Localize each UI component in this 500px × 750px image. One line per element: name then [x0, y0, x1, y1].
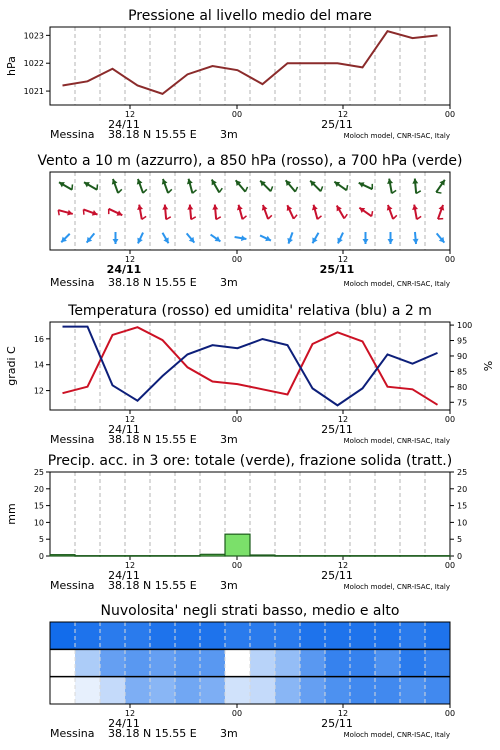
arrow-barb: [219, 188, 222, 192]
time-tick-label: 00: [444, 110, 456, 119]
arrow-barb: [295, 187, 297, 192]
cloud-cell: [50, 649, 75, 676]
wind-arrow: [387, 179, 396, 194]
y-tick-label: 0: [38, 552, 44, 561]
precip-bar: [250, 555, 275, 556]
y-tick-label: 1023: [23, 31, 44, 41]
chart-title: Precip. acc. in 3 ore: totale (verde), frazione solida (tratt.): [47, 453, 453, 469]
wind-arrow: [388, 232, 394, 244]
location-name: Messina: [50, 128, 95, 141]
y-tick-label: 14: [33, 360, 44, 370]
y-axis-label: %: [482, 360, 495, 372]
wind-arrow: [137, 179, 147, 193]
time-tick-label: 00: [444, 255, 456, 264]
y-axis-label: hPa: [5, 56, 18, 76]
cloud-cell: [75, 649, 100, 676]
cloud-cell: [275, 677, 300, 704]
cloud-cell: [375, 649, 400, 676]
cloud-cell: [350, 622, 375, 649]
arrow-barb: [143, 189, 147, 193]
wind-arrow: [187, 179, 197, 193]
cloud-cell: [50, 677, 75, 704]
wind-arrow: [287, 232, 293, 243]
precip-bar: [225, 534, 250, 556]
cloud-cell: [225, 677, 250, 704]
wind-arrow: [58, 210, 72, 216]
location-elevation: 3m: [220, 579, 238, 592]
date-label: 24/11: [108, 717, 140, 730]
location-elevation: 3m: [220, 128, 238, 141]
cloud-cell: [375, 677, 400, 704]
cloud-cell: [425, 622, 450, 649]
location-name: Messina: [50, 433, 95, 446]
wind-arrow: [412, 179, 420, 194]
precip-bar: [400, 556, 425, 557]
y-tick-label: 5: [457, 535, 463, 545]
precip-bar: [300, 556, 325, 557]
arrow-barb: [436, 192, 441, 193]
wind-arrow: [337, 206, 348, 219]
date-label: 25/11: [321, 717, 353, 730]
arrow-head: [388, 239, 394, 244]
wind-arrow: [87, 233, 95, 242]
chart-title: Vento a 10 m (azzurro), a 850 hPa (rosso), a 700 hPa (verde): [37, 153, 463, 169]
y-tick-label: 15: [33, 501, 44, 511]
cloud-cell: [250, 649, 275, 676]
y-tick-label: 25: [33, 468, 44, 477]
location-name: Messina: [50, 579, 95, 592]
cloud-cell: [225, 649, 250, 676]
model-credit: Moloch model, CNR-ISAC, Italy: [343, 280, 450, 288]
precip-bar: [75, 556, 100, 557]
cloud-cell: [175, 622, 200, 649]
y-tick-label: 95: [457, 336, 468, 346]
cloud-cell: [125, 622, 150, 649]
arrow-barb: [393, 215, 397, 219]
wind-arrow: [412, 205, 421, 220]
arrow-barb: [344, 214, 347, 218]
arrow-barb: [317, 216, 321, 219]
time-tick-label: 12: [337, 255, 349, 264]
time-tick-label: 12: [124, 415, 136, 424]
arrow-head: [187, 205, 193, 210]
model-credit: Moloch model, CNR-ISAC, Italy: [343, 731, 450, 739]
wind-arrow: [211, 235, 221, 242]
arrow-head: [363, 239, 369, 244]
pressure-chart: [5, 27, 455, 141]
cloud-cell: [100, 622, 125, 649]
y-tick-label: 80: [457, 382, 468, 392]
y-tick-label: 75: [457, 398, 468, 408]
cloud-cell: [300, 622, 325, 649]
y-tick-label: 100: [457, 321, 473, 331]
wind-arrow: [260, 181, 272, 192]
cloud-cover-chart: [50, 622, 455, 740]
y-tick-label: 5: [38, 535, 44, 545]
wind-arrow: [262, 205, 272, 219]
arrow-head: [212, 205, 218, 210]
date-label: 24/11: [108, 423, 140, 436]
location-coords: 38.18 N 15.55 E: [108, 727, 197, 740]
precipitation-chart: [5, 468, 467, 592]
cloud-cell: [325, 677, 350, 704]
time-tick-label: 12: [337, 110, 349, 119]
cloud-cell: [400, 649, 425, 676]
wind-arrow: [310, 181, 322, 192]
wind-arrow: [187, 233, 195, 242]
date-label: 25/11: [321, 569, 353, 582]
arrow-barb: [294, 215, 297, 219]
date-label: 24/11: [108, 569, 140, 582]
time-tick-label: 12: [124, 561, 136, 570]
y-tick-label: 10: [457, 518, 468, 528]
precip-bar: [375, 556, 400, 557]
wind-arrow: [436, 180, 445, 193]
wind-arrow: [387, 205, 397, 219]
arrow-barb: [372, 211, 373, 216]
arrow-barb: [168, 189, 172, 193]
wind-arrow: [109, 209, 123, 216]
cloud-cell: [175, 649, 200, 676]
precip-bar: [125, 556, 150, 557]
cloud-cell: [400, 622, 425, 649]
temperature-humidity-chart: [5, 321, 495, 446]
cloud-cell: [225, 622, 250, 649]
cloud-cell: [200, 649, 225, 676]
cloud-cell: [75, 622, 100, 649]
precip-bar: [50, 555, 75, 556]
cloud-cell: [425, 649, 450, 676]
model-credit: Moloch model, CNR-ISAC, Italy: [343, 437, 450, 445]
precip-bar: [175, 556, 200, 557]
precip-bar: [350, 556, 375, 557]
wind-arrow: [187, 205, 195, 220]
arrow-head: [113, 239, 119, 244]
arrow-head: [413, 239, 419, 244]
cloud-cell: [425, 677, 450, 704]
arrow-barb: [321, 186, 323, 191]
wind-arrow: [413, 232, 419, 244]
wind-arrow: [286, 180, 298, 191]
time-tick-label: 12: [337, 709, 349, 718]
time-tick-label: 12: [337, 561, 349, 570]
y-tick-label: 1021: [23, 87, 44, 97]
wind-arrow: [61, 234, 69, 242]
location-coords: 38.18 N 15.55 E: [108, 276, 197, 289]
precip-bar: [275, 556, 300, 557]
date-label: 24/11: [108, 118, 140, 131]
y-tick-label: 1022: [23, 59, 44, 69]
location-elevation: 3m: [220, 727, 238, 740]
arrow-barb: [192, 190, 196, 193]
y-tick-label: 15: [457, 501, 468, 511]
cloud-cell: [150, 677, 175, 704]
wind-arrow: [437, 233, 445, 242]
chart-title: Temperatura (rosso) ed umidita' relativa (blu) a 2 m: [68, 303, 432, 319]
location-elevation: 3m: [220, 433, 238, 446]
wind-arrow: [236, 180, 248, 191]
chart-title: Nuvolosita' negli strati basso, medio e alto: [100, 603, 400, 619]
cloud-cell: [100, 649, 125, 676]
cloud-cell: [250, 622, 275, 649]
time-tick-label: 12: [337, 415, 349, 424]
wind-arrow: [260, 235, 271, 241]
wind-arrow: [162, 205, 170, 220]
y-axis-label: mm: [5, 503, 18, 525]
wind-arrow: [212, 180, 223, 193]
y-tick-label: 12: [33, 386, 44, 396]
model-credit: Moloch model, CNR-ISAC, Italy: [343, 583, 450, 591]
cloud-cell: [75, 677, 100, 704]
cloud-cell: [100, 677, 125, 704]
model-credit: Moloch model, CNR-ISAC, Italy: [343, 132, 450, 140]
y-tick-label: 20: [33, 484, 44, 494]
cloud-cell: [350, 649, 375, 676]
time-tick-label: 00: [444, 561, 456, 570]
arrow-barb: [271, 186, 273, 191]
wind-arrow: [363, 232, 369, 244]
wind-arrow: [235, 235, 247, 241]
wind-arrow: [59, 182, 72, 190]
wind-arrow: [334, 182, 347, 191]
wind-arrow: [337, 233, 343, 244]
cloud-cell: [350, 677, 375, 704]
y-tick-label: 20: [457, 484, 468, 494]
time-tick-label: 12: [124, 709, 136, 718]
arrow-head: [162, 205, 168, 210]
cloud-cell: [150, 649, 175, 676]
cloud-cell: [250, 677, 275, 704]
cloud-cell: [150, 622, 175, 649]
arrow-barb: [58, 210, 59, 215]
cloud-cell: [325, 649, 350, 676]
y-tick-label: 0: [457, 552, 463, 561]
wind-arrow: [83, 209, 97, 215]
cloud-cell: [300, 649, 325, 676]
cloud-cell: [125, 649, 150, 676]
cloud-cell: [300, 677, 325, 704]
wind-chart: [50, 172, 455, 289]
wind-arrow: [112, 179, 122, 193]
y-axis-label: gradi C: [5, 346, 18, 386]
time-tick-label: 00: [231, 110, 243, 119]
arrow-barb: [347, 185, 348, 190]
wind-arrow: [163, 233, 169, 243]
cloud-cell: [275, 622, 300, 649]
cloud-cell: [125, 677, 150, 704]
wind-arrow: [312, 233, 318, 243]
cloud-cell: [400, 677, 425, 704]
wind-arrow: [212, 205, 220, 220]
date-label: 25/11: [321, 118, 353, 131]
date-label: 25/11: [321, 423, 353, 436]
wind-arrow: [137, 233, 143, 244]
arrow-barb: [242, 216, 246, 219]
y-tick-label: 25: [457, 468, 468, 477]
arrow-barb: [245, 187, 247, 192]
cloud-cell: [325, 622, 350, 649]
time-tick-label: 00: [444, 415, 456, 424]
precip-bar: [325, 556, 350, 557]
wind-arrow: [312, 205, 322, 219]
time-tick-label: 00: [231, 415, 243, 424]
y-tick-label: 90: [457, 351, 468, 361]
arrow-barb: [118, 189, 122, 193]
precip-bar: [150, 556, 175, 557]
arrow-barb: [268, 215, 272, 219]
wind-arrow: [113, 232, 119, 244]
time-tick-label: 12: [124, 255, 136, 264]
arrow-head: [412, 179, 418, 184]
y-tick-label: 10: [33, 518, 44, 528]
wind-arrow: [84, 182, 97, 190]
wind-arrow: [359, 182, 373, 189]
wind-arrow: [162, 179, 172, 193]
time-tick-label: 00: [231, 709, 243, 718]
chart-title: Pressione al livello medio del mare: [128, 8, 372, 24]
time-tick-label: 00: [231, 561, 243, 570]
time-tick-label: 12: [124, 110, 136, 119]
wind-arrow: [137, 205, 146, 220]
wind-arrow: [438, 205, 444, 219]
precip-bar: [100, 556, 125, 557]
location-name: Messina: [50, 276, 95, 289]
time-tick-label: 00: [231, 255, 243, 264]
cloud-cell: [175, 677, 200, 704]
location-coords: 38.18 N 15.55 E: [108, 433, 197, 446]
y-tick-label: 85: [457, 367, 468, 377]
wind-arrow: [359, 208, 372, 217]
location-elevation: 3m: [220, 276, 238, 289]
wind-arrow: [237, 205, 247, 219]
precip-bar: [200, 554, 225, 556]
wind-arrow: [287, 205, 297, 219]
cloud-cell: [275, 649, 300, 676]
cloud-cell: [50, 622, 75, 649]
location-name: Messina: [50, 727, 95, 740]
precip-bar: [425, 556, 450, 557]
cloud-cell: [200, 677, 225, 704]
location-coords: 38.18 N 15.55 E: [108, 128, 197, 141]
location-coords: 38.18 N 15.55 E: [108, 579, 197, 592]
cloud-cell: [375, 622, 400, 649]
cloud-cell: [200, 622, 225, 649]
date-label: 24/11: [106, 263, 142, 276]
y-tick-label: 16: [33, 334, 44, 344]
time-tick-label: 00: [444, 709, 456, 718]
date-label: 25/11: [319, 263, 355, 276]
